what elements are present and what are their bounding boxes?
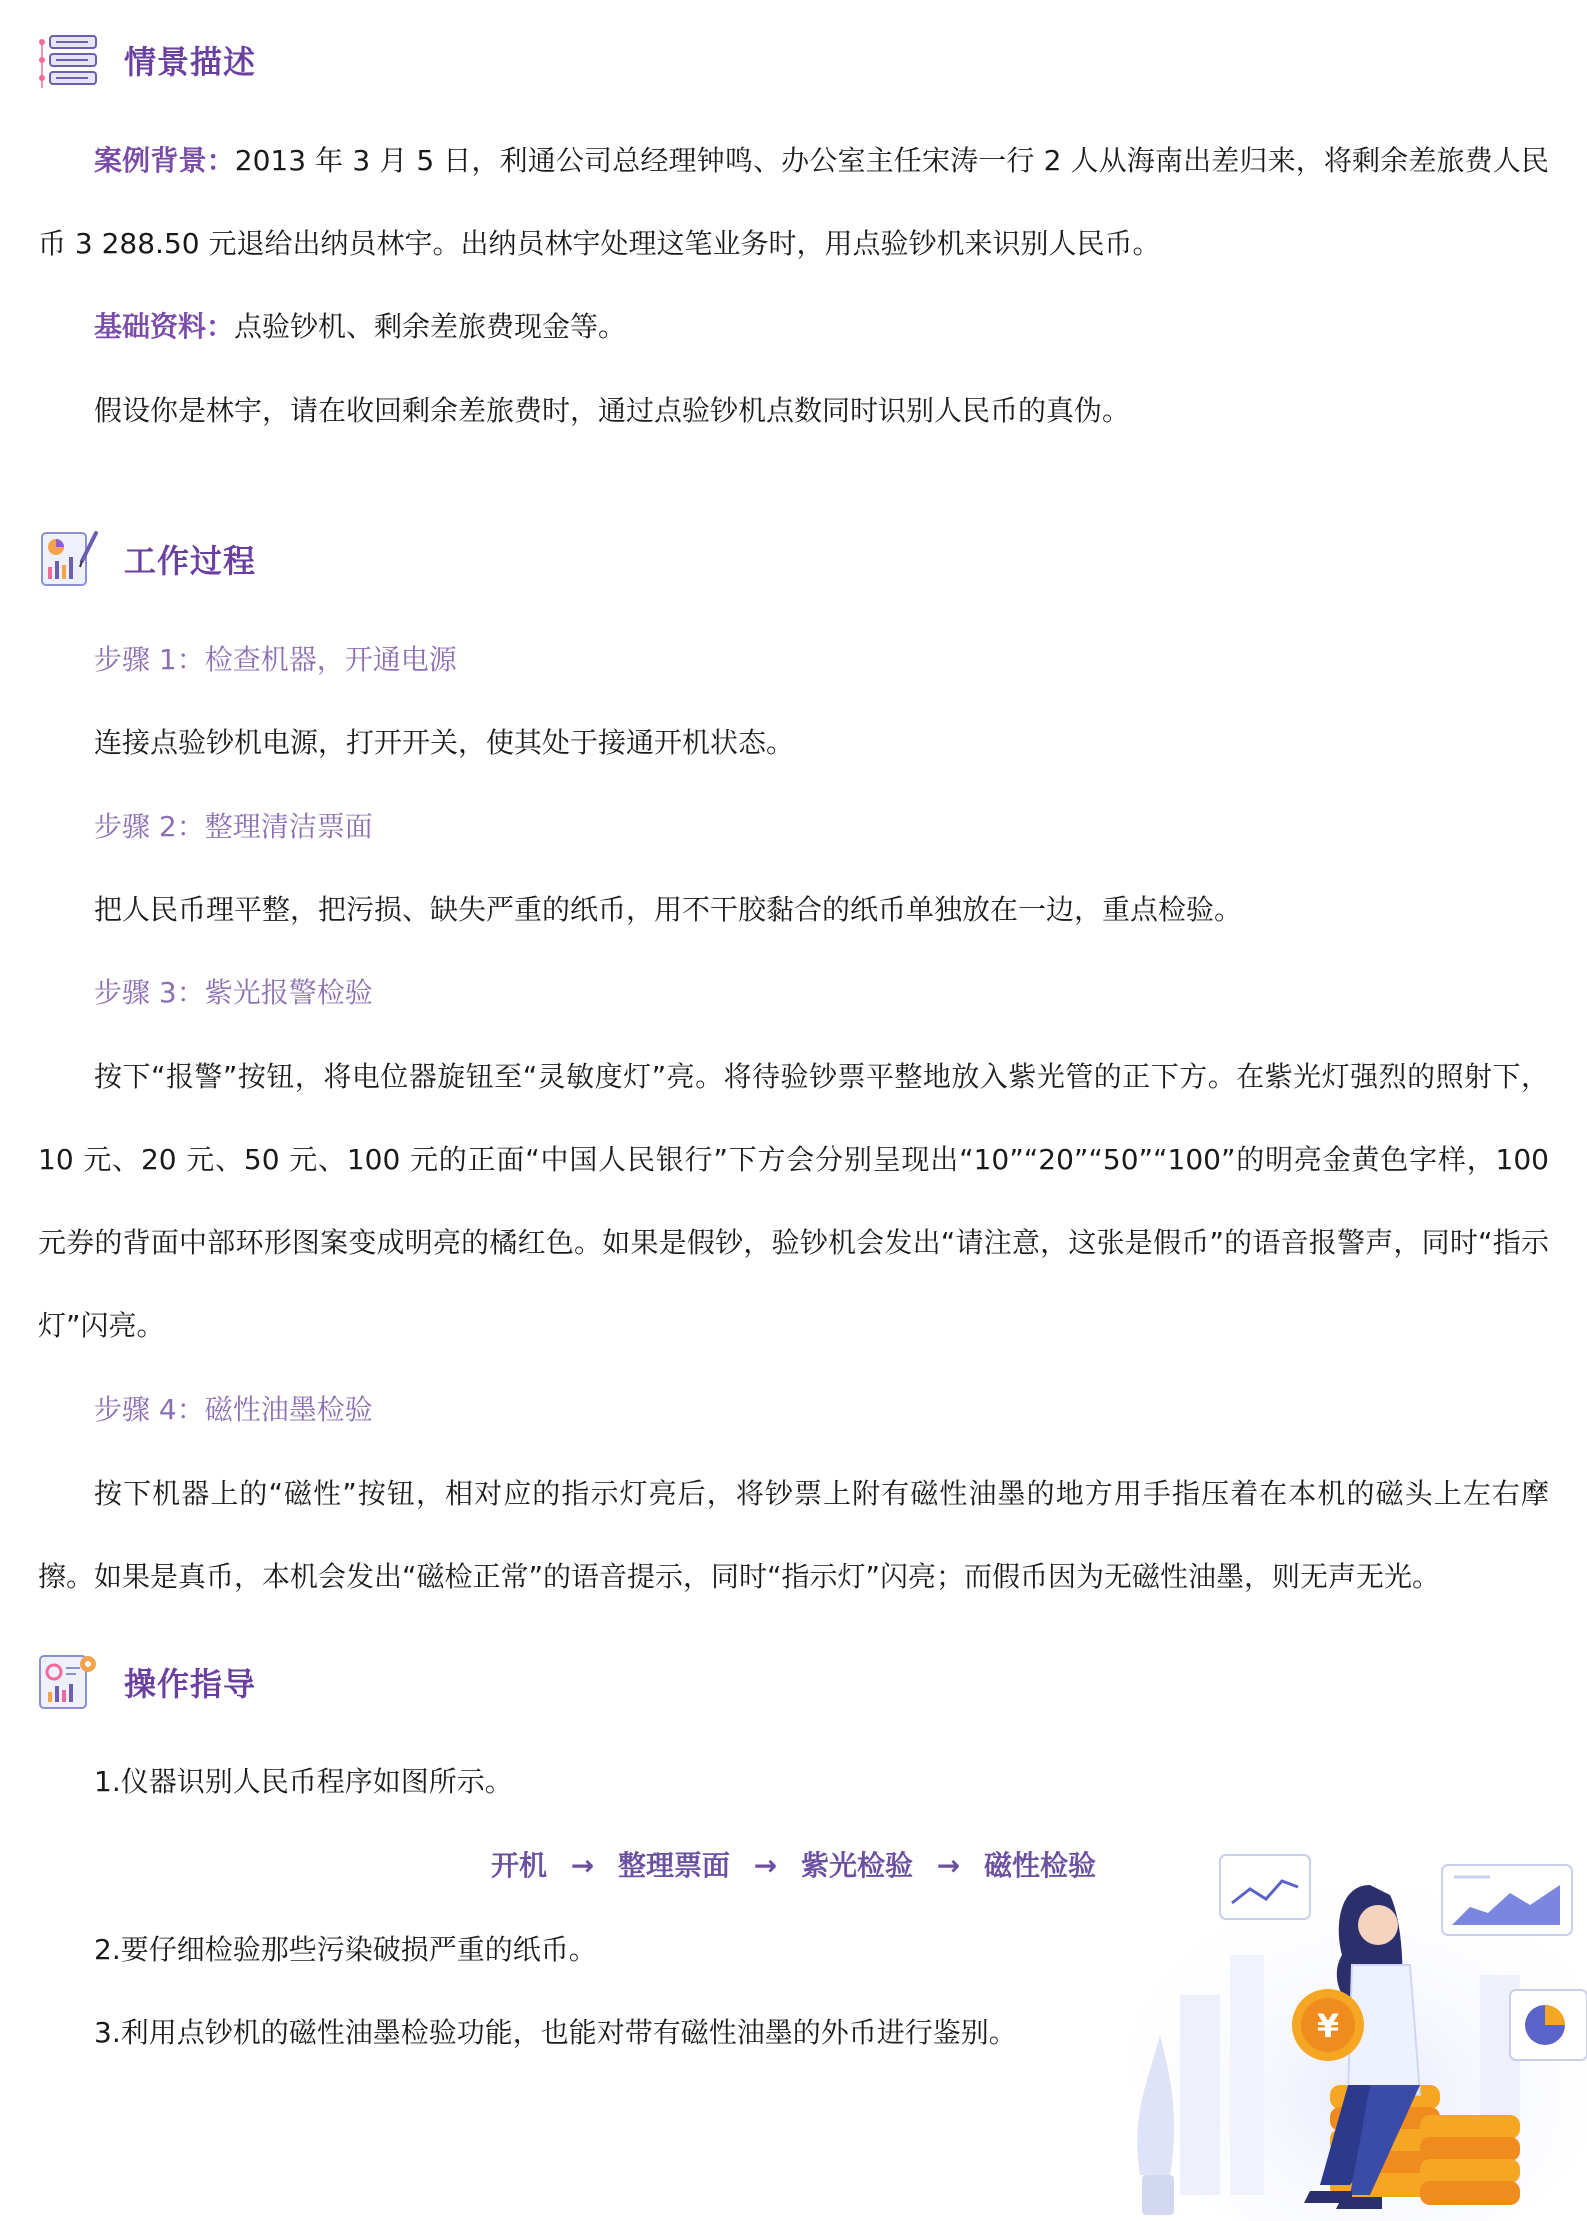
pie-chart-card xyxy=(1510,1990,1587,2060)
guide-item-1: 1.仪器识别人民币程序如图所示。 xyxy=(94,1765,513,1798)
yuan-coin-icon xyxy=(1292,1989,1364,2061)
list-icon xyxy=(36,28,100,92)
finance-illustration xyxy=(1120,1795,1587,2221)
flow-step-arrange: 整理票面 xyxy=(618,1849,731,1882)
process-section-header xyxy=(36,527,256,591)
step-3-text: 按下“报警”按钮，将电位器旋钮至“灵敏度灯”亮。将待验钞票平整地放入紫光管的正下方。在紫光灯强烈的照射下，10 元、20 元、50 元、100 元的正面“中国人民银行”下方会分别呈现出“10”“20”“50”“100”的明亮金黄色字样，100 元券的背面中部环形图案变成明亮的橘红色。如果是假钞，验钞机会发出“请注意，这张是假币”的语音报警声，同时“指示灯”闪亮。 xyxy=(38,1060,1549,1342)
flow-step-power-on: 开机 xyxy=(491,1849,548,1882)
coin-symbol: ¥ xyxy=(1316,2007,1340,2045)
guide-section-header xyxy=(36,1650,256,1714)
step-2-text: 把人民币理平整，把污损、缺失严重的纸币，用不干胶黏合的纸币单独放在一边，重点检验。 xyxy=(94,893,1243,926)
flow-arrow-icon: → xyxy=(753,1849,778,1882)
materials-paragraph xyxy=(94,307,626,347)
flow-step-magnetic-check: 磁性检验 xyxy=(983,1849,1096,1882)
step-4-heading: 步骤 4：磁性油墨检验 xyxy=(94,1393,373,1426)
process-title: 工作过程 xyxy=(124,542,257,580)
materials-text: 点验钞机、剩余差旅费现金等。 xyxy=(234,310,627,343)
step-1-heading: 步骤 1：检查机器，开通电源 xyxy=(94,643,457,676)
step-3-heading: 步骤 3：紫光报警检验 xyxy=(94,976,373,1009)
flow-arrow-icon: → xyxy=(570,1849,595,1882)
flow-arrow-icon: → xyxy=(936,1849,961,1882)
materials-label: 基础资料： xyxy=(94,310,235,343)
step-2-heading: 步骤 2：整理清洁票面 xyxy=(94,810,373,843)
line-chart-card xyxy=(1220,1855,1310,1919)
dashboard-icon xyxy=(36,1650,100,1714)
case-background-label: 案例背景： xyxy=(94,144,235,177)
task-text: 假设你是林宇，请在收回剩余差旅费时，通过点验钞机点数同时识别人民币的真伪。 xyxy=(94,394,1131,427)
chart-report-icon xyxy=(36,527,100,591)
scenario-section-header xyxy=(36,28,256,92)
guide-title: 操作指导 xyxy=(124,1665,257,1703)
guide-item-3: 3.利用点钞机的磁性油墨检验功能，也能对带有磁性油墨的外币进行鉴别。 xyxy=(94,2016,1017,2049)
step-4-text: 按下机器上的“磁性”按钮，相对应的指示灯亮后，将钞票上附有磁性油墨的地方用手指压着在本机的磁头上左右摩擦。如果是真币，本机会发出“磁检正常”的语音提示，同时“指示灯”闪亮；而假币因为无磁性油墨，则无声无光。 xyxy=(38,1477,1549,1593)
area-chart-card xyxy=(1442,1865,1572,1935)
case-background-text: 2013 年 3 月 5 日，利通公司总经理钟鸣、办公室主任宋涛一行 2 人从海南出差归来，将剩余差旅费人民币 3 288.50 元退给出纳员林宇。出纳员林宇处理这笔业务时，用点验钞机来识别人民币。 xyxy=(38,144,1549,260)
flow-step-uv-check: 紫光检验 xyxy=(800,1849,913,1882)
case-background-paragraph xyxy=(38,119,1549,285)
step-1-text: 连接点验钞机电源，打开开关，使其处于接通开机状态。 xyxy=(94,726,795,759)
scenario-title: 情景描述 xyxy=(124,43,257,81)
guide-item-2: 2.要仔细检验那些污染破损严重的纸币。 xyxy=(94,1933,597,1966)
